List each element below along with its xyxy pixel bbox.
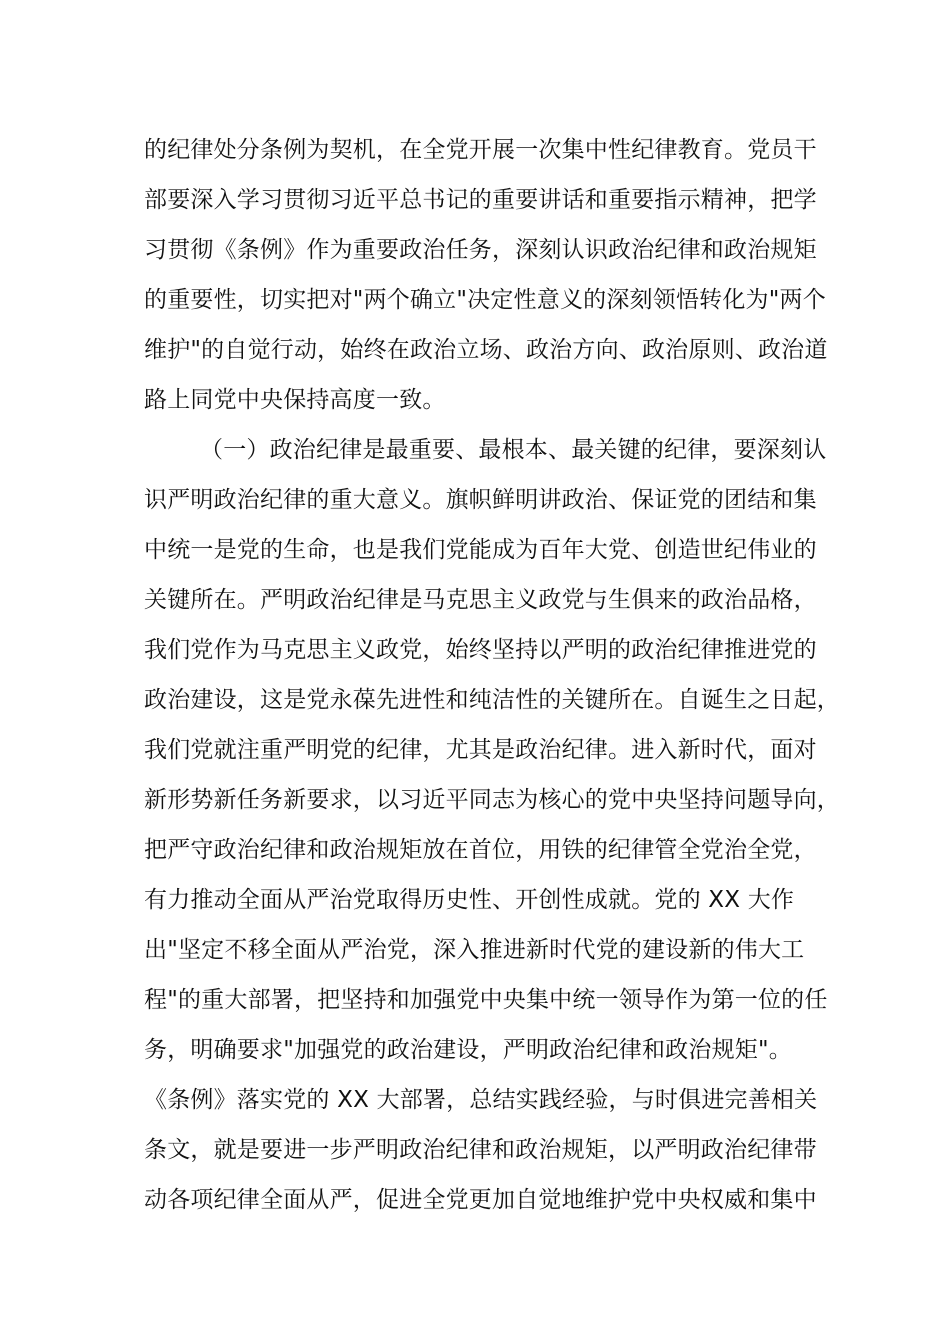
text-line: 我们党就注重严明党的纪律，尤其是政治纪律。进入新时代，面对: [144, 737, 817, 763]
text-line: 关键所在。严明政治纪律是马克思主义政党与生俱来的政治品格，: [144, 587, 817, 613]
text-line: 中统一是党的生命，也是我们党能成为百年大党、创造世纪伟业的: [144, 537, 817, 563]
text-line: 的纪律处分条例为契机，在全党开展一次集中性纪律教育。党员干: [144, 137, 817, 163]
text-line: 的重要性，切实把对"两个确立"决定性意义的深刻领悟转化为"两个: [144, 287, 826, 313]
text-line: 新形势新任务新要求，以习近平同志为核心的党中央坚持问题导向，: [144, 787, 840, 813]
text-line: 维护"的自觉行动，始终在政治立场、政治方向、政治原则、政治道: [144, 337, 828, 363]
text-line: 识严明政治纪律的重大意义。旗帜鲜明讲政治、保证党的团结和集: [144, 487, 817, 513]
text-line: 出"坚定不移全面从严治党，深入推进新时代党的建设新的伟大工: [144, 937, 805, 963]
text-line: 动各项纪律全面从严，促进全党更加自觉地维护党中央权威和集中: [144, 1187, 817, 1213]
text-line: 习贯彻《条例》作为重要政治任务，深刻认识政治纪律和政治规矩: [144, 237, 817, 263]
text-line: 政治建设，这是党永葆先进性和纯洁性的关键所在。自诞生之日起，: [144, 687, 840, 713]
paragraph-first-line: （一）政治纪律是最重要、最根本、最关键的纪律，要深刻认: [200, 437, 827, 463]
text-line: 条文，就是要进一步严明政治纪律和政治规矩，以严明政治纪律带: [144, 1137, 817, 1163]
text-line: 有力推动全面从严治党取得历史性、开创性成就。党的 XX 大作: [144, 887, 795, 913]
text-line: 程"的重大部署，把坚持和加强党中央集中统一领导作为第一位的任: [144, 987, 828, 1013]
text-line: 《条例》落实党的 XX 大部署，总结实践经验，与时俱进完善相关: [144, 1087, 818, 1113]
text-line: 务，明确要求"加强党的政治建设，严明政治纪律和政治规矩"。: [144, 1037, 792, 1063]
text-line: 我们党作为马克思主义政党，始终坚持以严明的政治纪律推进党的: [144, 637, 817, 663]
text-line: 路上同党中央保持高度一致。: [144, 387, 446, 413]
text-line: 把严守政治纪律和政治规矩放在首位，用铁的纪律管全党治全党，: [144, 837, 817, 863]
text-line: 部要深入学习贯彻习近平总书记的重要讲话和重要指示精神，把学: [144, 187, 817, 213]
